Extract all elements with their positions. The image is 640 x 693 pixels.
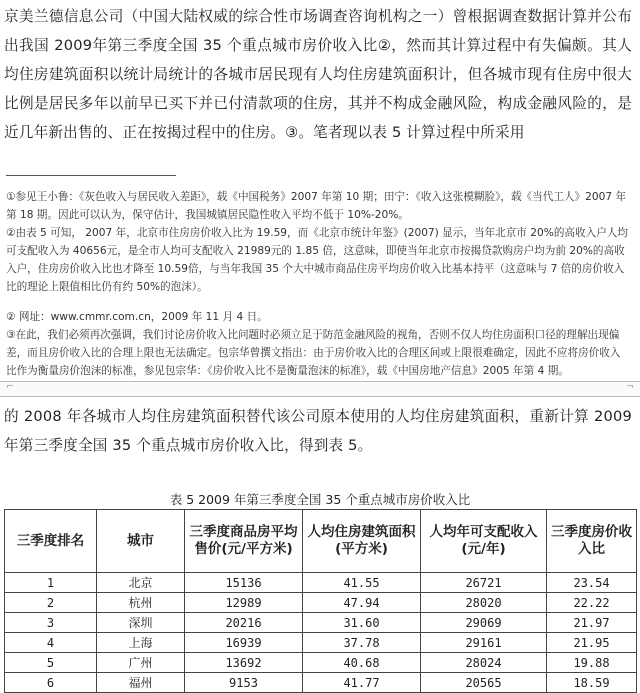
cell-city: 深圳 bbox=[97, 613, 185, 633]
cell-ratio: 21.95 bbox=[547, 633, 637, 653]
footnote-2: ②由表 5 可知， 2007 年，北京市住房房价收入比为 19.59，而《北京市统计年鉴》(2007) 显示，当年北京市 20%的高收入户人均可支配收入为 40656元，是全市人均可支配收入 21989元的 1.85 倍，这意味，即使当年北京市按揭贷款购房户均为前 20%的高收入户，住房房价收入比也才降至 10.59倍，与当年我国 35 个大中城市商品住房平均房价收入比基本持平（这意味与 7 倍的房价收入比的理论上限值相比仍有约 50%的泡沫）。 bbox=[6, 227, 628, 293]
footnote-separator bbox=[6, 175, 176, 176]
cell-income: 28020 bbox=[421, 593, 547, 613]
cell-ratio: 22.22 bbox=[547, 593, 637, 613]
cell-living-area: 37.78 bbox=[303, 633, 421, 653]
cell-ratio: 18.59 bbox=[547, 673, 637, 693]
paragraph-1: 京美兰德信息公司（中国大陆权威的综合性市场调查咨询机构之一）曾根据调查数据计算并公布出我国 2009年第三季度全国 35 个重点城市房价收入比②，然而其计算过程中有失偏颇。其人均住房建筑面积以统计局统计的各城市居民现有人均住房建筑面积计，但各城市现有住房中很大比例是居民多年以前早已买下并已付清款项的住房，其并不构成金融风险，构成金融风险的，是近几年新出售的、正在按揭过程中的住房。③。笔者现以表 5 计算过程中所采用 bbox=[4, 8, 632, 141]
table-row bbox=[5, 613, 637, 633]
paragraph-2: 的 2008 年各城市人均住房建筑面积替代该公司原本使用的人均住房建筑面积，重新计算 2009年第三季度全国 35 个重点城市房价收入比，得到表 5。 bbox=[4, 408, 632, 454]
footnote-3: ② 网址：www.cmmr.com.cn，2009 年 11 月 4 日。 bbox=[6, 311, 268, 323]
header-avg-price: 三季度商品房平均售价(元/平方米) bbox=[185, 510, 303, 573]
cell-income: 29161 bbox=[421, 633, 547, 653]
cell-city: 福州 bbox=[97, 673, 185, 693]
table-row bbox=[5, 633, 637, 653]
cell-living-area: 40.68 bbox=[303, 653, 421, 673]
header-rank: 三季度排名 bbox=[5, 510, 97, 573]
table-caption: 表 5 2009 年第三季度全国 35 个重点城市房价收入比 bbox=[169, 492, 471, 507]
cell-living-area: 47.94 bbox=[303, 593, 421, 613]
cell-avg-price: 12989 bbox=[185, 593, 303, 613]
cell-rank: 6 bbox=[5, 673, 97, 693]
cell-income: 28024 bbox=[421, 653, 547, 673]
cell-city: 上海 bbox=[97, 633, 185, 653]
cell-income: 26721 bbox=[421, 573, 547, 593]
cell-city: 杭州 bbox=[97, 593, 185, 613]
cell-avg-price: 9153 bbox=[185, 673, 303, 693]
cell-income: 29069 bbox=[421, 613, 547, 633]
cell-rank: 3 bbox=[5, 613, 97, 633]
footnotes bbox=[6, 188, 630, 380]
cell-city: 广州 bbox=[97, 653, 185, 673]
cell-rank: 5 bbox=[5, 653, 97, 673]
table-row bbox=[5, 653, 637, 673]
header-city: 城市 bbox=[97, 510, 185, 573]
cell-city: 北京 bbox=[97, 573, 185, 593]
table-row bbox=[5, 573, 637, 593]
header-income: 人均年可支配收入(元/年) bbox=[421, 510, 547, 573]
cell-avg-price: 16939 bbox=[185, 633, 303, 653]
cell-living-area: 41.77 bbox=[303, 673, 421, 693]
page-break bbox=[0, 381, 640, 397]
cell-ratio: 23.54 bbox=[547, 573, 637, 593]
corner-mark-icon: ⌐ bbox=[6, 382, 14, 392]
cell-living-area: 41.55 bbox=[303, 573, 421, 593]
table-header-row bbox=[5, 510, 637, 573]
cell-living-area: 31.60 bbox=[303, 613, 421, 633]
corner-mark-icon: ¬ bbox=[626, 382, 634, 392]
cell-rank: 1 bbox=[5, 573, 97, 593]
header-living-area: 人均住房建筑面积(平方米) bbox=[303, 510, 421, 573]
table-row bbox=[5, 673, 637, 693]
header-ratio: 三季度房价收入比 bbox=[547, 510, 637, 573]
cell-avg-price: 15136 bbox=[185, 573, 303, 593]
cell-avg-price: 13692 bbox=[185, 653, 303, 673]
footnote-1: ①参见王小鲁：《灰色收入与居民收入差距》，载《中国税务》2007 年第 10 期；田宁：《收入这张模糊脸》，载《当代工人》2007 年第 18 期。因此可以认为，保守估计，我国城镇居民隐性收入平均不低于 10%-20%。 bbox=[6, 191, 627, 221]
cell-avg-price: 20216 bbox=[185, 613, 303, 633]
cell-rank: 4 bbox=[5, 633, 97, 653]
cell-income: 20565 bbox=[421, 673, 547, 693]
housing-price-table bbox=[4, 509, 637, 693]
footnote-4: ③在此，我们必须再次强调，我们讨论房价收入比问题时必须立足于防范金融风险的视角，否则不仅人均住房面积口径的理解出现偏差，而且房价收入比的合理上限也无法确定。包宗华曾撰文指出：由于房价收入比的合理区间或上限很难确定，因此不应将房价收入比作为衡量房价泡沫的标准，参见包宗华：《房价收入比不是衡量泡沫的标准》，载《中国房地产信息》2005 年第 4 期。 bbox=[6, 329, 621, 377]
cell-ratio: 21.97 bbox=[547, 613, 637, 633]
cell-rank: 2 bbox=[5, 593, 97, 613]
cell-ratio: 19.88 bbox=[547, 653, 637, 673]
table-row bbox=[5, 593, 637, 613]
